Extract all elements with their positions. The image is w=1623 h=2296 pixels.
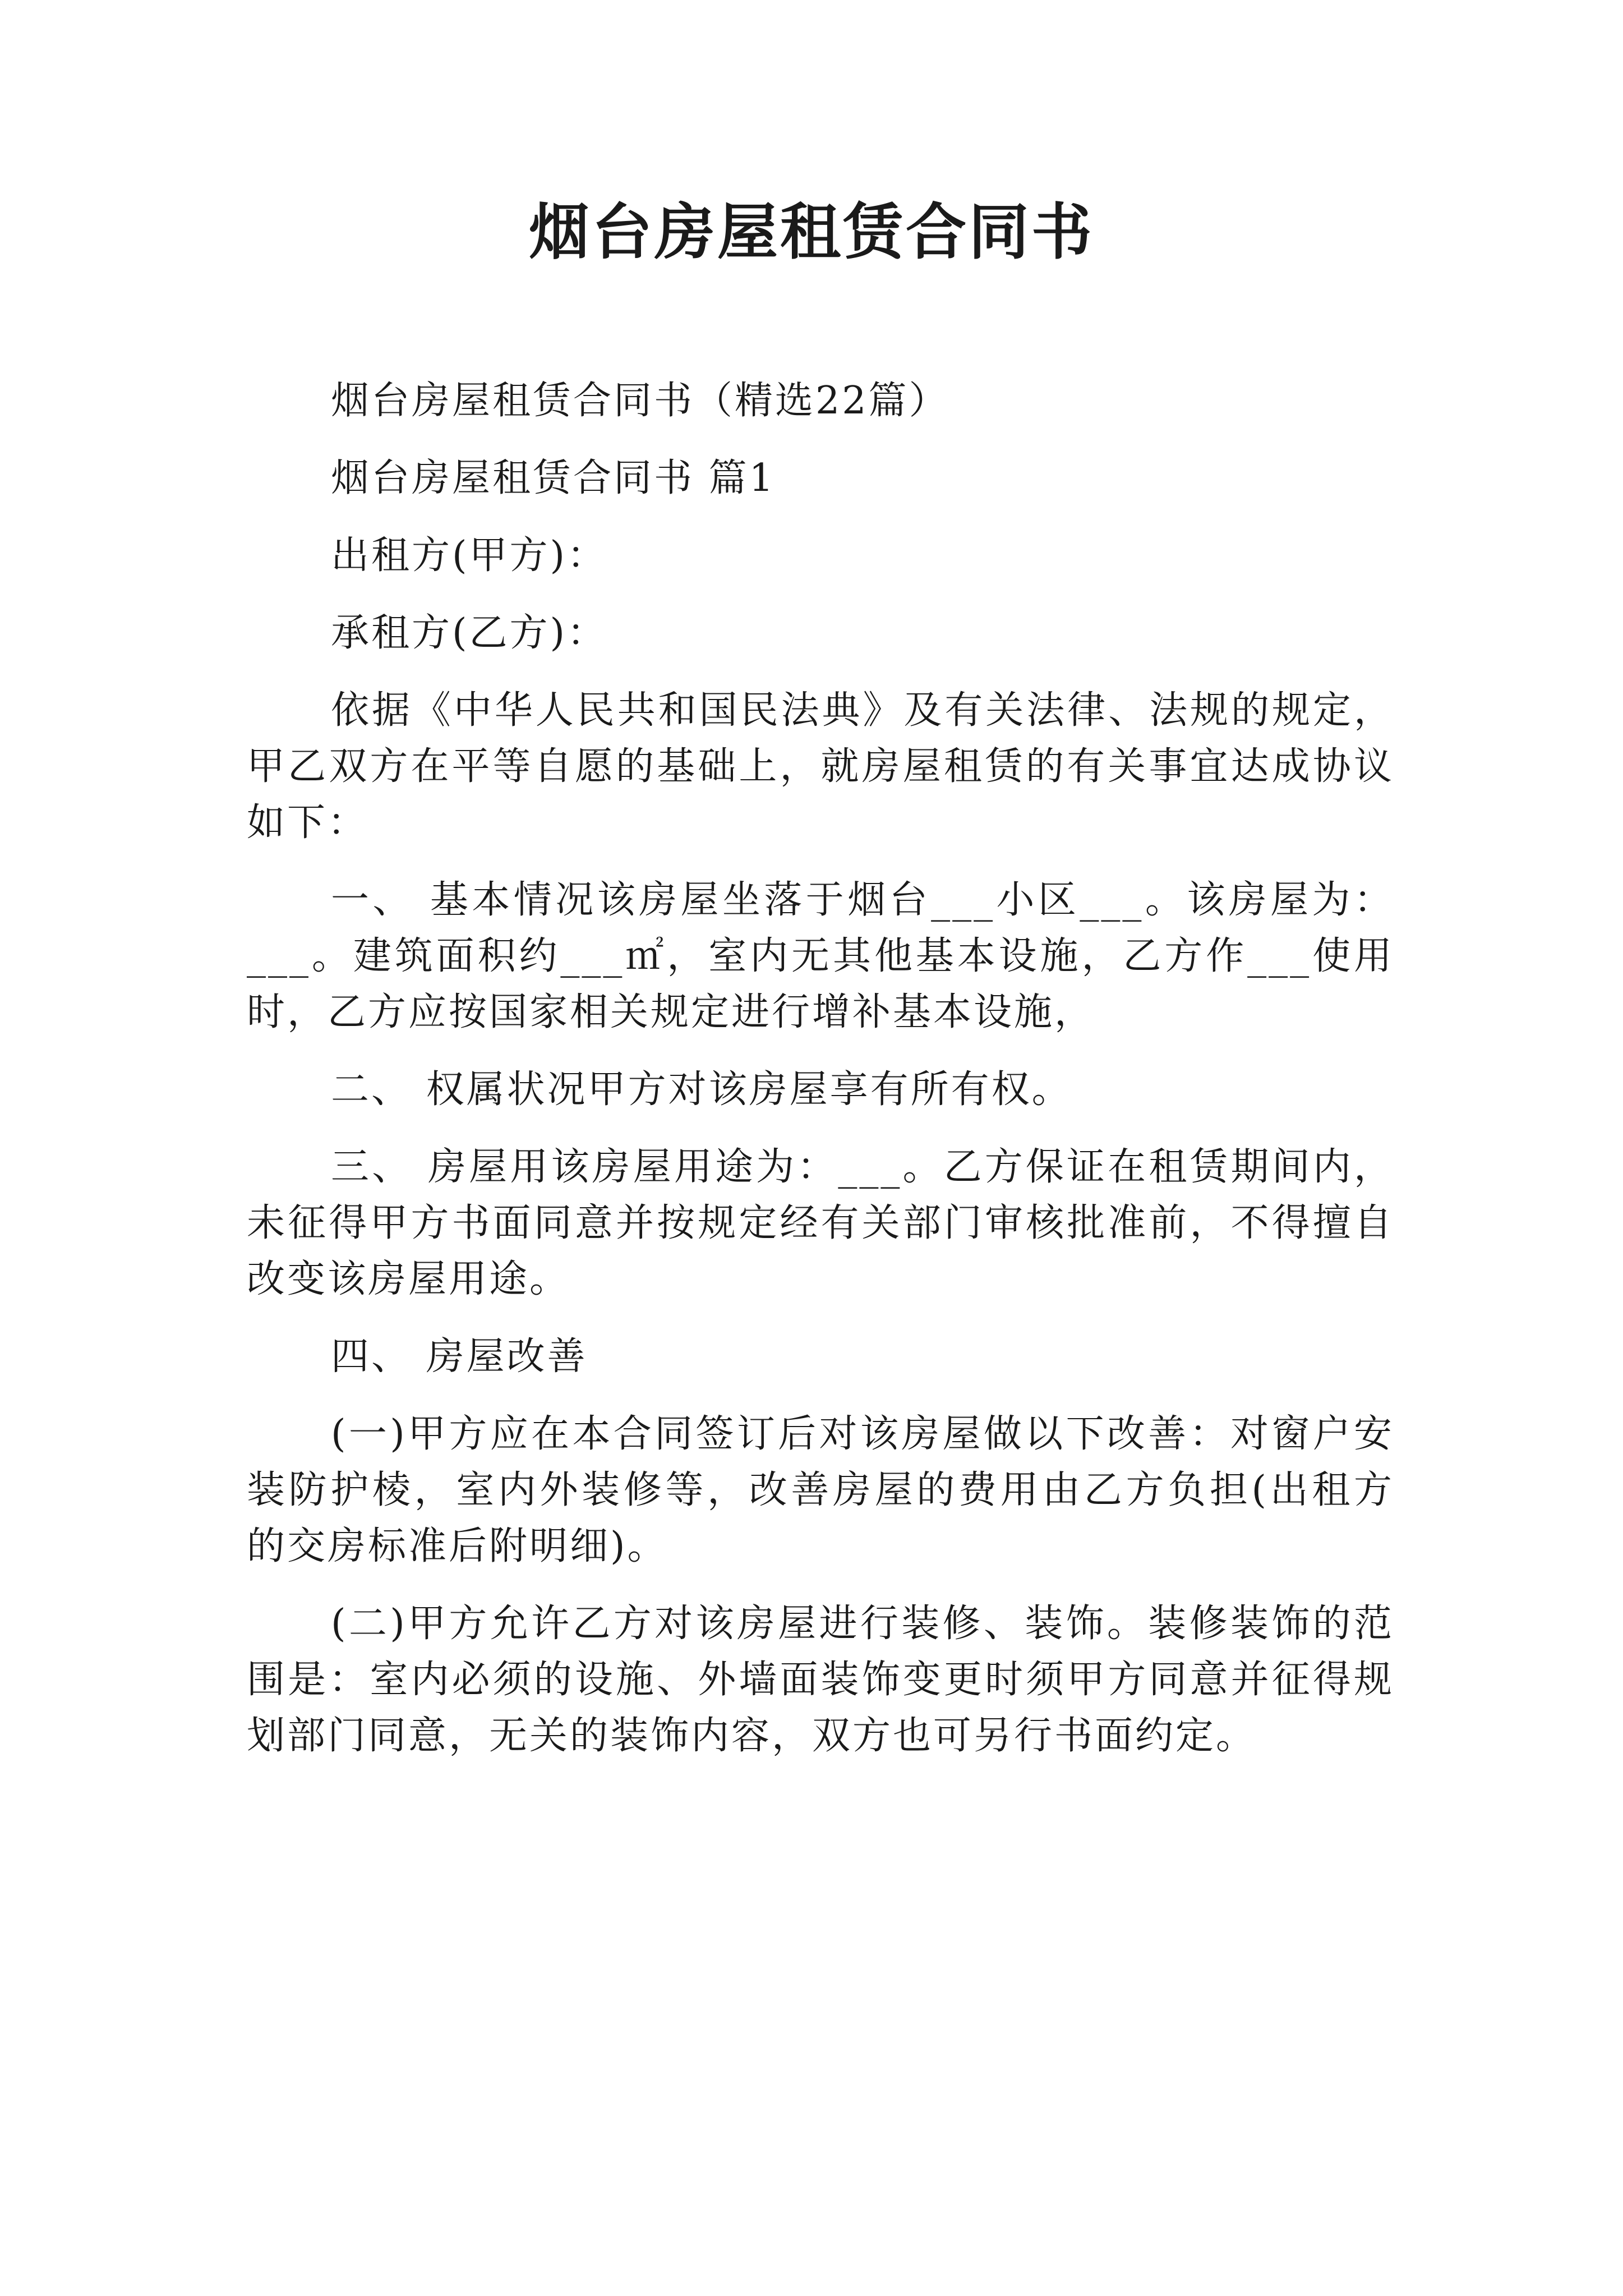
- paragraph-collection-heading: 烟台房屋租赁合同书（精选22篇）: [331, 379, 949, 423]
- paragraph-clause-4: 四、 房屋改善: [331, 1335, 588, 1379]
- document-title: 烟台房屋租赁合同书: [528, 197, 1094, 268]
- paragraph-clause-4-1: (一)甲方应在本合同签订后对该房屋做以下改善：对窗户安装防护棱，室内外装修等，改善房屋的费用由乙方负担(出租方的交房标准后附明细)。: [247, 1412, 1394, 1568]
- paragraph-clause-3: 三、 房屋用该房屋用途为：___。乙方保证在租赁期间内，未征得甲方书面同意并按规定经有关部门审核批准前，不得擅自改变该房屋用途。: [247, 1145, 1394, 1301]
- paragraph-chapter-heading: 烟台房屋租赁合同书 篇1: [331, 456, 776, 500]
- document-body: [247, 373, 1394, 1786]
- paragraph-preamble: 依据《中华人民共和国民法典》及有关法律、法规的规定，甲乙双方在平等自愿的基础上，就房屋租赁的有关事宜达成协议如下：: [247, 688, 1394, 845]
- paragraph-clause-4-2: (二)甲方允许乙方对该房屋进行装修、装饰。装修装饰的范围是：室内必须的设施、外墙面装饰变更时须甲方同意并征得规划部门同意，无关的装饰内容，双方也可另行书面约定。: [247, 1602, 1394, 1758]
- paragraph-clause-1: 一、 基本情况该房屋坐落于烟台___小区___。该房屋为：___。建筑面积约___㎡，室内无其他基本设施，乙方作___使用时，乙方应按国家相关规定进行增补基本设施，: [247, 878, 1394, 1034]
- paragraph-lessee: 承租方(乙方)：: [331, 611, 608, 655]
- paragraph-clause-2: 二、 权属状况甲方对该房屋享有所有权。: [331, 1068, 1072, 1112]
- paragraph-lessor: 出租方(甲方)：: [331, 533, 608, 578]
